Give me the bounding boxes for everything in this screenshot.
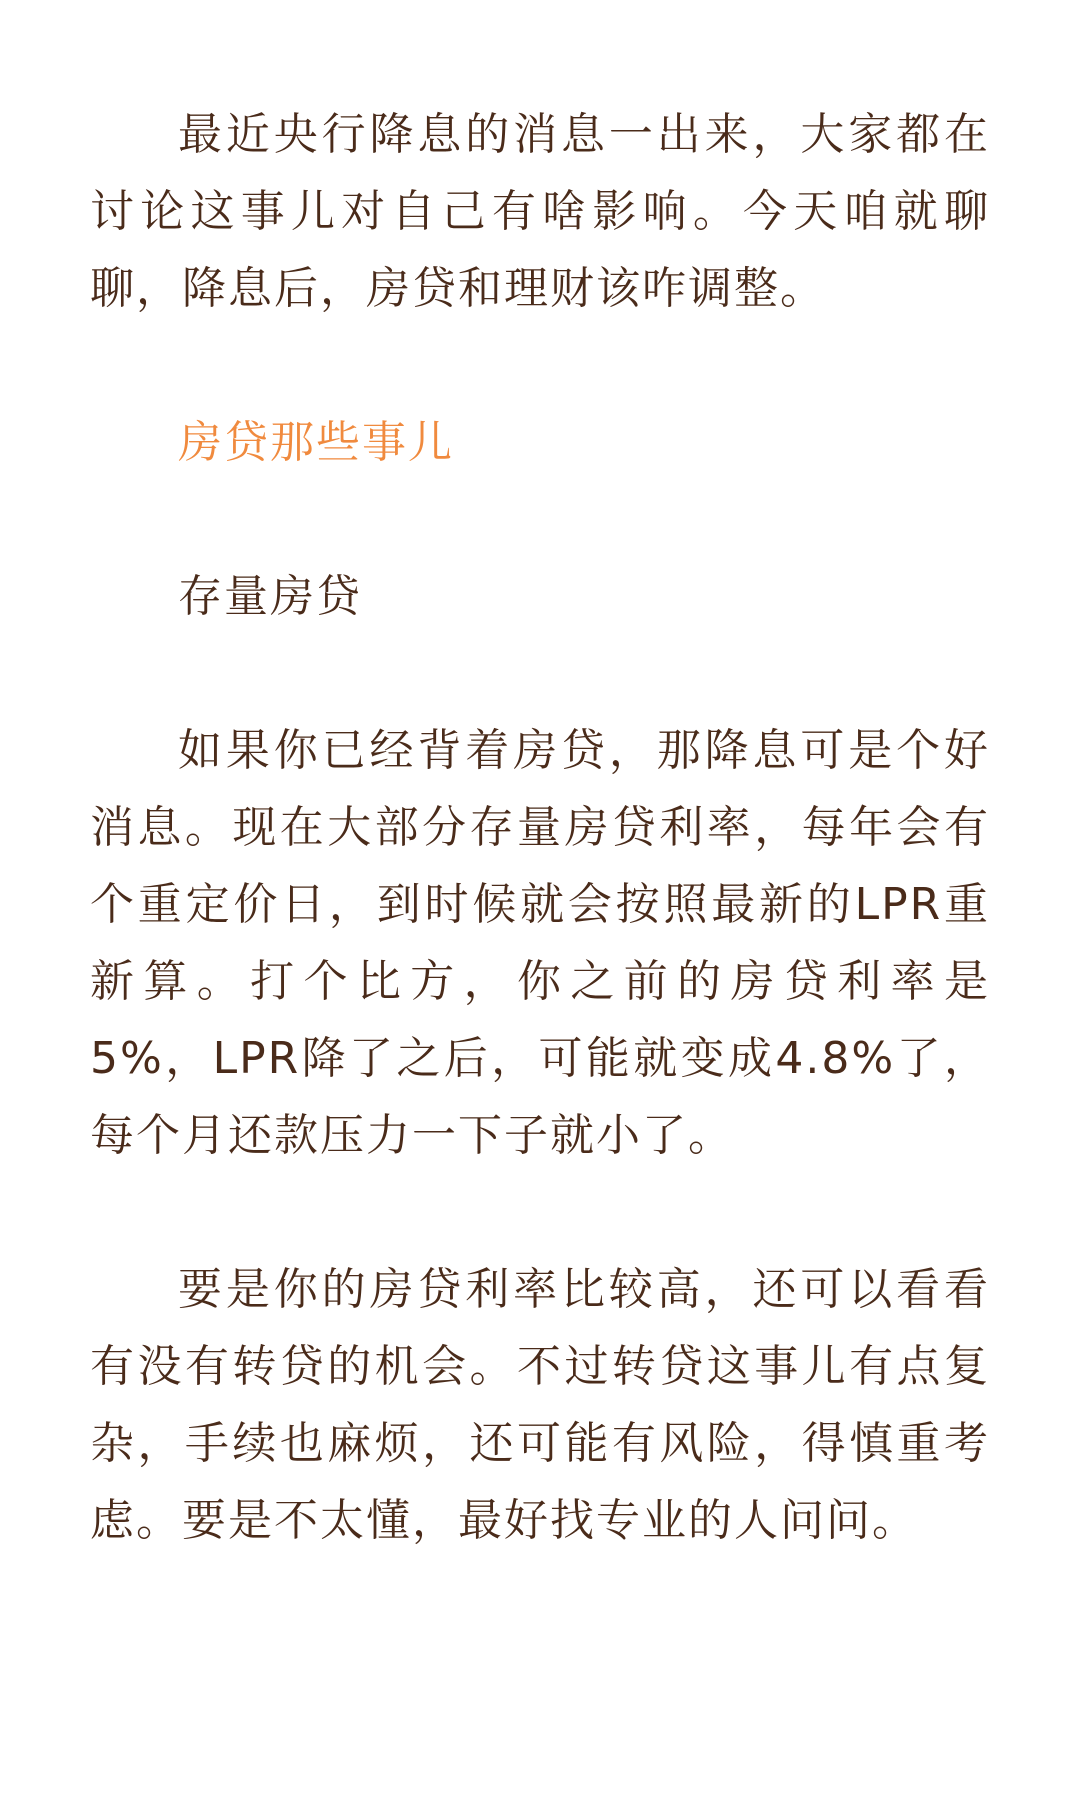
intro-paragraph: 最近央行降息的消息一出来，大家都在讨论这事儿对自己有啥影响。今天咱就聊聊，降息后，房贷和理财该咋调整。 — [90, 109, 990, 314]
spacer — [90, 327, 990, 404]
spacer — [90, 635, 990, 712]
subheading: 存量房贷 — [178, 571, 362, 622]
section-heading: 房贷那些事儿 — [178, 417, 454, 468]
paragraph-existing-mortgage: 如果你已经背着房贷，那降息可是个好消息。现在大部分存量房贷利率，每年会有个重定价日，到时候就会按照最新的LPR重新算。打个比方，你之前的房贷利率是5%，LPR降了之后，可能就变成4.8%了，每个月还款压力一下子就小了。 — [90, 725, 990, 1161]
article-body — [90, 96, 990, 1559]
spacer — [90, 1174, 990, 1251]
paragraph-refinance: 要是你的房贷利率比较高，还可以看看有没有转贷的机会。不过转贷这事儿有点复杂，手续也麻烦，还可能有风险，得慎重考虑。要是不太懂，最好找专业的人问问。 — [90, 1264, 990, 1546]
spacer — [90, 481, 990, 558]
